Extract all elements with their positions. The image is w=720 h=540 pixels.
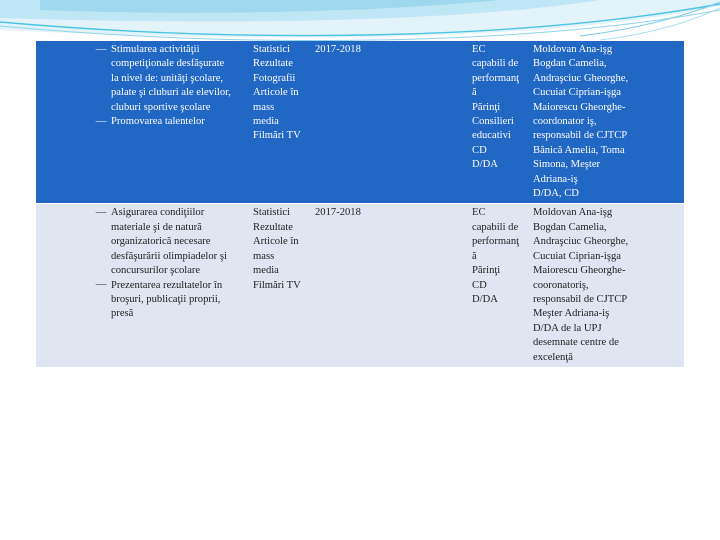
activity-line: palate şi cluburi ale elevilor, <box>111 87 231 99</box>
activity-line: broşuri, publicaţii proprii, <box>111 293 221 305</box>
beneficiaries-cell <box>469 204 530 366</box>
beneficiary-line: ă <box>472 250 477 262</box>
responsible-line: Andraşciuc Gheorghe, <box>533 72 629 84</box>
indicator-line: Articole în <box>253 236 299 248</box>
empty-cell <box>36 41 94 203</box>
indicator-line: Filmări TV <box>253 279 301 291</box>
beneficiary-line: capabili de <box>472 221 519 233</box>
responsible-line: Cucuiat Ciprian-işga <box>533 87 621 99</box>
indicator-line: Articole în <box>253 87 299 99</box>
period-cell <box>312 41 374 203</box>
empty-cell <box>374 204 469 366</box>
activity-line: la nivel de: unităţi şcolare, <box>111 72 224 84</box>
responsible-cell <box>530 204 648 366</box>
activity-line: Asigurarea condiţiilor <box>111 207 205 219</box>
activity-line: Prezentarea rezultatelor în <box>111 279 223 291</box>
bullet-dash: — <box>95 44 107 55</box>
responsible-line: excelenţă <box>533 351 573 363</box>
activity-line: competiţionale desfăşurate <box>111 58 225 70</box>
table-row <box>36 204 684 366</box>
activity-line: concursurilor şcolare <box>111 265 201 277</box>
activity-line: Promovarea talentelor <box>111 116 205 128</box>
bullet-dash: — <box>95 207 107 219</box>
empty-cell <box>36 204 94 366</box>
responsible-cell <box>530 41 648 203</box>
table-row <box>36 41 684 203</box>
activity-line: organizatorică necesare <box>111 236 211 248</box>
responsible-line: Andraşciuc Gheorghe, <box>533 236 629 248</box>
bullet-dash: — <box>95 115 107 127</box>
beneficiary-line: educativi <box>472 130 511 142</box>
empty-cell <box>648 41 684 203</box>
beneficiary-line: EC <box>472 44 486 55</box>
responsible-line: D/DA, CD <box>533 188 579 200</box>
activity-line: cluburi sportive şcolare <box>111 101 211 113</box>
empty-cell <box>374 41 469 203</box>
responsible-line: coordonator iş, <box>533 116 597 128</box>
beneficiary-line: D/DA <box>472 159 498 171</box>
responsible-line: cooronatoriş, <box>533 279 589 291</box>
indicators-cell <box>250 41 312 203</box>
beneficiary-line: capabili de <box>472 58 519 70</box>
indicator-line: mass <box>253 250 275 262</box>
responsible-line: Moldovan Ana-işg <box>533 207 613 219</box>
indicator-line: Rezultate <box>253 58 294 70</box>
responsible-line: Bogdan Camelia, <box>533 58 607 70</box>
beneficiary-line: Consilieri <box>472 116 514 128</box>
responsible-line: Adriana-iş <box>533 173 578 185</box>
beneficiary-line: D/DA <box>472 293 498 305</box>
responsible-line: responsabil de CJTCP <box>533 293 628 305</box>
beneficiary-line: Părinţi <box>472 265 501 277</box>
period-text: 2017-2018 <box>315 207 361 219</box>
period-cell <box>312 204 374 366</box>
indicator-line: Filmări TV <box>253 130 301 142</box>
beneficiary-line: performanţ <box>472 72 520 84</box>
bullet-dash: — <box>95 279 107 291</box>
beneficiary-line: Părinţi <box>472 101 501 113</box>
responsible-line: Bogdan Camelia, <box>533 221 607 233</box>
responsible-line: Cucuiat Ciprian-işga <box>533 250 621 262</box>
indicator-line: Rezultate <box>253 221 294 233</box>
beneficiary-line: CD <box>472 144 487 156</box>
indicator-line: media <box>253 116 279 128</box>
beneficiary-line: EC <box>472 207 486 219</box>
activities-cell <box>108 41 250 203</box>
responsible-line: responsabil de CJTCP <box>533 130 628 142</box>
indicator-line: media <box>253 265 279 277</box>
activity-line: materiale şi de natură <box>111 221 202 233</box>
indicator-line: mass <box>253 101 275 113</box>
indicator-line: Statistici <box>253 207 291 219</box>
empty-cell <box>648 204 684 366</box>
indicator-line: Statistici <box>253 44 291 55</box>
responsible-line: Meşter Adriana-iş <box>533 308 610 320</box>
responsible-line: Maiorescu Gheorghe- <box>533 101 626 113</box>
beneficiary-line: ă <box>472 87 477 99</box>
responsible-line: D/DA de la UPJ <box>533 322 602 334</box>
activity-line: presă <box>111 308 134 320</box>
responsible-line: Moldovan Ana-işg <box>533 44 613 55</box>
indicator-line: Fotografii <box>253 72 296 84</box>
responsible-line: Maiorescu Gheorghe- <box>533 265 626 277</box>
beneficiary-line: CD <box>472 279 487 291</box>
activities-cell <box>108 204 250 366</box>
period-text: 2017-2018 <box>315 44 361 55</box>
bullet-cell <box>94 204 108 366</box>
responsible-line: Bănică Amelia, Toma <box>533 144 625 156</box>
responsible-line: Simona, Meşter <box>533 159 601 171</box>
beneficiary-line: performanţ <box>472 236 520 248</box>
activity-plan-table <box>36 41 684 367</box>
activity-line: desfăşurării olimpiadelor şi <box>111 250 227 262</box>
bullet-cell <box>94 41 108 203</box>
activity-line: Stimularea activităţii <box>111 44 200 55</box>
responsible-line: desemnate centre de <box>533 337 619 349</box>
indicators-cell <box>250 204 312 366</box>
beneficiaries-cell <box>469 41 530 203</box>
